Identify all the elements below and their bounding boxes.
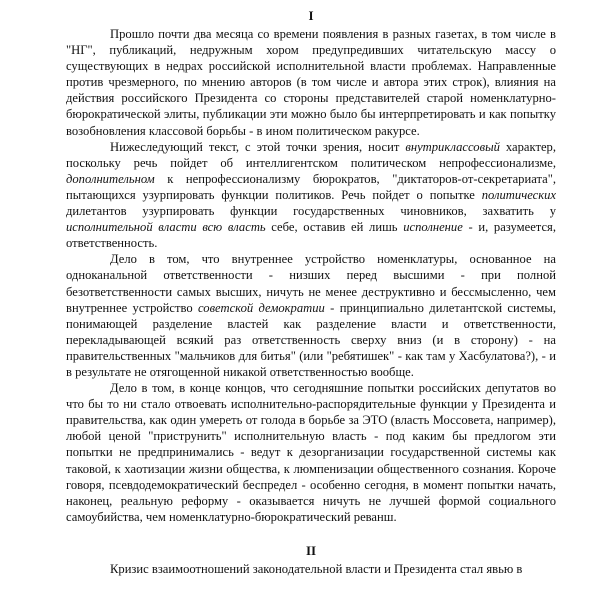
section-heading-2: II — [305, 542, 317, 558]
body-text: Дело в том, в конце концов, что сегодняшние попытки российских депутатов во что бы то ни стало отвоевать исполнительно-распорядительные функции у Президента и правительства, как один умереть от голода в борьбе за ЭТО (власть Моссовета, например), любой ценой "приструнить" исполнительную власть - под каким бы предлогом эти попытки не предпринимались - ведут к дезорганизации государственной системы как таковой, к хаотизации жизни общества, к люмпенизации общественного сознания. Короче говоря, псевдодемократический беспредел - особенно сегодня, в момент попытки начать, наконец, реальную реформу - оказывается ничуть не лучшей формой социального самоубийства, чем номенклатурно-бюрократический реванш. — [66, 381, 556, 524]
body-text: Нижеследующий текст, с этой точки зрения, носит — [110, 139, 406, 154]
paragraph-5-first-line: Кризис взаимоотношений законодательной власти и Президента стал явью в — [110, 561, 523, 576]
body-text: - и, разумеется, ответственность. — [66, 220, 556, 251]
body-text: характер, поскольку речь пойдет об интеллигентском политическом непрофессионализме, — [66, 139, 556, 170]
paragraph-3 — [66, 251, 556, 380]
emphasis-text: всю власть — [202, 220, 266, 235]
section-heading-1: I — [308, 8, 314, 23]
emphasis-text: исполнение — [403, 220, 463, 235]
body-text: себе, оставив ей лишь — [265, 220, 404, 235]
paragraph-1 — [66, 26, 556, 139]
body-text: Дело в том, что внутреннее устройство номенклатуры, основанное на одноканальной ответственности - низших перед высшими - при полной безответственности самых высших, ничуть не менее деструктивно и бессмысленно, чем внутреннее устройство — [66, 252, 556, 315]
paragraph-2 — [66, 139, 556, 252]
emphasis-text: политических — [481, 187, 556, 202]
emphasis-text: исполнительной власти — [66, 220, 197, 235]
emphasis-text: советской демократии — [198, 300, 325, 315]
paragraph-4 — [66, 380, 556, 525]
body-text: - принципиально дилетантской системы, понимающей разделение властей как разделение власти и ответственности, перекладывающей всякий раз ответственность сверху вниз (и в сторону) - на правительственных "мальчиков для битья" (или "ребятишек" - как там у Хасбулатова?), - и в результате не отягощенной никакой ответственностью вообще. — [66, 300, 557, 379]
body-text: дилетантов узурпировать функции государственных чиновников, захватить у — [66, 204, 556, 219]
emphasis-text: внутриклассовый — [405, 139, 500, 154]
emphasis-text: дополнительном — [66, 171, 155, 186]
body-text: к непрофессионализму бюрократов, "диктаторов-от-секретариата", пытающихся узурпировать функции политиков. Речь пойдет о попытке — [66, 171, 556, 202]
body-text: Прошло почти два месяца со времени появления в разных газетах, в том числе в "НГ", публикаций, недружным хором предупредивших читательскую массу о существующих в недрах российской исполнительной власти проблемах. Направленные против чрезмерного, по мнению авторов (в том числе и автора этих строк), влияния на действия российского Президента со стороны представителей старой номенклатурно-бюрократической элиты, публикации эти можно было бы интерпретировать и как попытку возобновления классовой борьбы - в ином политическом ракурсе. — [66, 27, 556, 138]
